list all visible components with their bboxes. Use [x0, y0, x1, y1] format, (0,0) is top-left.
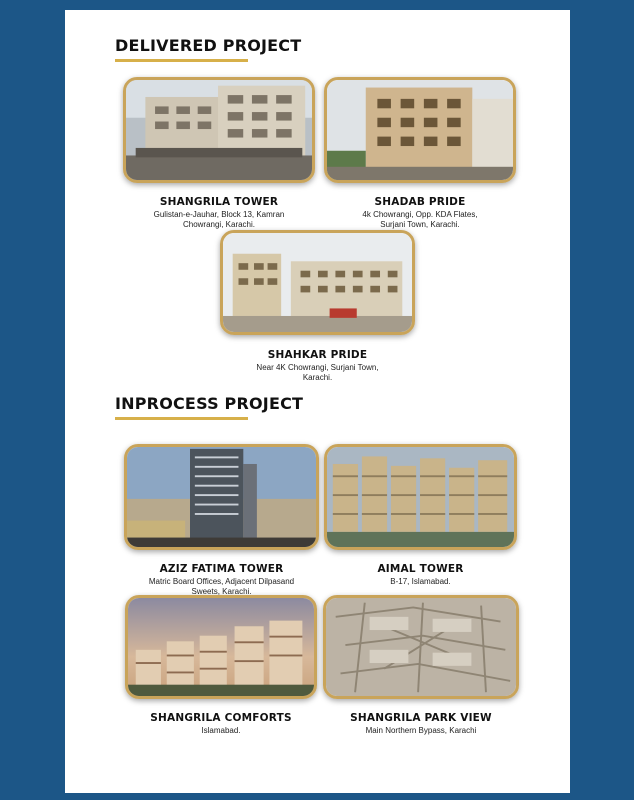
address-line: Matric Board Offices, Adjacent Dilpasand	[148, 577, 295, 586]
project-card-aimal-tower	[324, 444, 517, 586]
project-name: SHANGRILA PARK VIEW	[350, 712, 492, 724]
project-caption	[124, 563, 319, 597]
address-line: Sweets, Karachi.	[191, 587, 252, 596]
address-line: B-17, Islamabad.	[390, 577, 451, 586]
project-address	[220, 363, 415, 383]
address-line: Main Northern Bypass, Karachi	[365, 726, 477, 735]
project-card-shahkar-pride	[220, 230, 415, 382]
address-line: Islamabad.	[201, 726, 241, 735]
project-caption	[220, 349, 415, 383]
project-photo	[220, 230, 415, 335]
address-line: 4k Chowrangi, Opp. KDA Flates,	[362, 210, 478, 219]
project-address	[125, 726, 317, 736]
project-address	[323, 726, 519, 736]
inprocess-title-underline	[115, 417, 248, 420]
inprocess-section-title: INPROCESS PROJECT	[115, 394, 304, 413]
project-address	[123, 210, 315, 230]
project-address	[324, 210, 516, 230]
project-address	[124, 577, 319, 597]
project-photo	[323, 595, 519, 699]
project-card-shangrila-tower	[123, 77, 315, 229]
project-photo	[125, 595, 317, 699]
project-address	[324, 577, 517, 587]
project-photo	[124, 444, 319, 550]
project-card-aziz-fatima-tower	[124, 444, 319, 596]
project-caption	[323, 712, 519, 736]
project-photo	[123, 77, 315, 183]
project-name: SHANGRILA COMFORTS	[150, 712, 292, 724]
project-name: SHANGRILA TOWER	[159, 196, 279, 208]
address-line: Karachi.	[302, 373, 333, 382]
project-photo	[324, 77, 516, 183]
delivered-section-title: DELIVERED PROJECT	[115, 36, 302, 55]
address-line: Gulistan-e-Jauhar, Block 13, Kamran	[153, 210, 285, 219]
project-caption	[324, 563, 517, 587]
project-card-shangrila-park-view	[323, 595, 519, 735]
project-caption	[125, 712, 317, 736]
project-caption	[324, 196, 516, 230]
project-name: SHAHKAR PRIDE	[267, 349, 368, 361]
project-name: SHADAB PRIDE	[374, 196, 466, 208]
address-line: Near 4K Chowrangi, Surjani Town,	[256, 363, 379, 372]
delivered-title-underline	[115, 59, 248, 62]
project-photo	[324, 444, 517, 550]
brochure-sheet	[65, 10, 570, 793]
project-card-shadab-pride	[324, 77, 516, 229]
project-card-shangrila-comforts	[125, 595, 317, 735]
project-name: AZIZ FATIMA TOWER	[159, 563, 284, 575]
project-caption	[123, 196, 315, 230]
project-name: AIMAL TOWER	[377, 563, 464, 575]
address-line: Chowrangi, Karachi.	[182, 220, 256, 229]
address-line: Surjani Town, Karachi.	[380, 220, 460, 229]
